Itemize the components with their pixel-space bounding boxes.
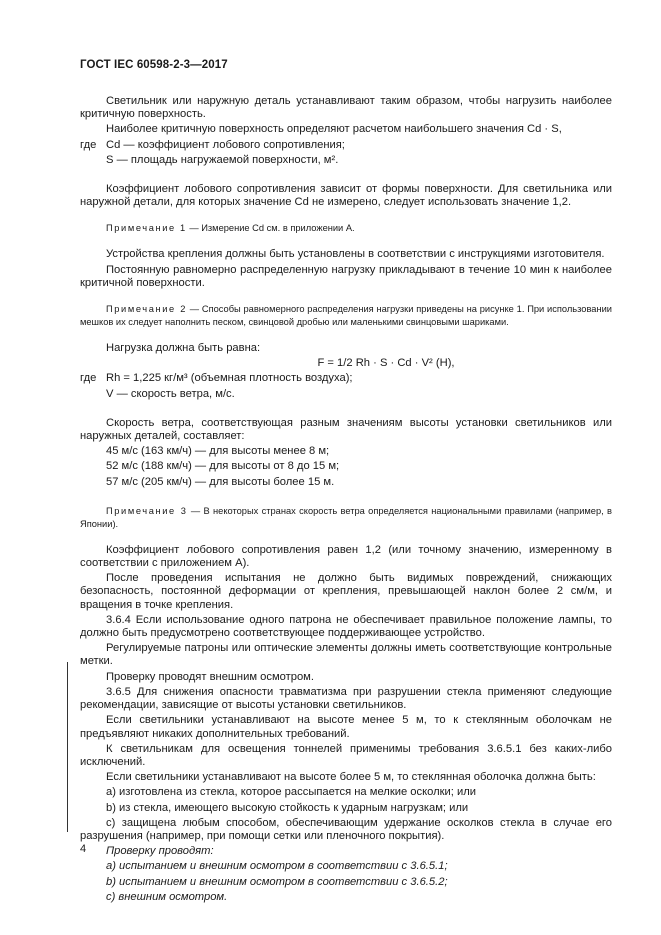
- paragraph: Коэффициент лобового сопротивления равен 1,2 (или точному значению, измеренному в соответствии с приложением А).: [80, 543, 612, 570]
- where-word: где: [80, 138, 97, 151]
- paragraph: Если светильники устанавливают на высоте менее 5 м, то к стеклянным оболочкам не предъявляют никаких дополнительных требований.: [80, 714, 612, 740]
- paragraph: Проверку проводят внешним осмотром.: [106, 670, 314, 683]
- document-body: [80, 95, 612, 904]
- note: [80, 222, 612, 235]
- paragraph: Устройства крепления должны быть установлены в соответствии с инструкциями изготовителя.: [106, 248, 605, 261]
- paragraph: Коэффициент лобового сопротивления зависит от формы поверхности. Для светильника или наружной детали, для которых значение Cd не измерено, следует использовать значение 1,2.: [80, 183, 612, 209]
- formula: F = 1/2 Rh · S · Cd · V² (H),: [317, 357, 455, 370]
- list-item: 57 м/с (205 км/ч) — для высоты более 15 м.: [106, 475, 335, 488]
- list-item: a) изготовлена из стекла, которое рассыпается на мелкие осколки; или: [106, 786, 477, 799]
- paragraph: Светильник или наружную деталь устанавливают таким образом, чтобы нагрузить наиболее критичную поверхность.: [80, 95, 612, 121]
- list-item: b) из стекла, имеющего высокую стойкость к ударным нагрузкам; или: [106, 801, 469, 814]
- document-header: ГОСТ IEC 60598-2-3—2017: [80, 59, 228, 71]
- where-item: V — скорость ветра, м/с.: [106, 387, 235, 400]
- where-word: где: [80, 372, 97, 385]
- list-item: c) защищена любым способом, обеспечивающим удержание осколков стекла в случае его разрушения (например, при помощи сетки или пленочного покрытия).: [80, 816, 612, 842]
- note: [80, 303, 612, 329]
- paragraph: Если светильники устанавливают на высоте более 5 м, то стеклянная оболочка должна быть:: [106, 771, 596, 784]
- note-label: Примечание 2: [106, 304, 187, 315]
- paragraph: К светильникам для освещения тоннелей применимы требования 3.6.5.1 без каких-либо исключений.: [80, 742, 612, 768]
- note-text: — Способы равномерного распределения нагрузки приведены на рисунке 1. При использовании мешков их следует наполнить песком, свинцовой дробью или маленькими свинцовыми шариками.: [80, 304, 612, 328]
- list-item: 45 м/с (163 км/ч) — для высоты менее 8 м;: [106, 445, 330, 458]
- note-text: — В некоторых странах скорость ветра определяется национальными правилами (например, в Японии).: [80, 505, 612, 529]
- paragraph: 3.6.4 Если использование одного патрона не обеспечивает правильное положение лампы, то должно быть предусмотрено соответствующее поддерживающее устройство.: [80, 613, 612, 640]
- note: [80, 505, 612, 531]
- where-item: Rh = 1,225 кг/м³ (объемная плотность воздуха);: [106, 372, 353, 385]
- list-item: b) испытанием и внешним осмотром в соответствии с 3.6.5.2;: [106, 875, 448, 888]
- note-label: Примечание 3: [106, 505, 188, 516]
- where-item: S — площадь нагружаемой поверхности, м².: [106, 153, 339, 166]
- paragraph: Нагрузка должна быть равна:: [106, 342, 261, 355]
- paragraph: После проведения испытания не должно быть видимых повреждений, снижающих безопасность, постоянной деформации от крепления, превышающей наклон более 2 см/м, и вращения в точке крепления.: [80, 572, 612, 611]
- note-text: — Измерение Cd см. в приложении А.: [186, 223, 355, 234]
- paragraph: Проверку проводят:: [106, 845, 214, 858]
- paragraph: Постоянную равномерно распределенную нагрузку прикладывают в течение 10 мин к наиболее критичной поверхности.: [80, 263, 612, 289]
- paragraph: Скорость ветра, соответствующая разным значениям высоты установки светильников или наружных деталей, составляет:: [80, 416, 612, 443]
- paragraph: Регулируемые патроны или оптические элементы должны иметь соответствующие контрольные метки.: [80, 642, 612, 668]
- where-clause: [80, 372, 612, 385]
- where-clause: [80, 139, 612, 152]
- page-number: 4: [80, 843, 87, 855]
- list-item: c) внешним осмотром.: [106, 890, 228, 903]
- list-item: a) испытанием и внешним осмотром в соответствии с 3.6.5.1;: [106, 860, 448, 873]
- note-label: Примечание 1: [106, 223, 187, 234]
- change-marker-bar: [67, 662, 68, 832]
- where-item: Cd — коэффициент лобового сопротивления;: [106, 138, 345, 151]
- paragraph: Наиболее критичную поверхность определяют расчетом наибольшего значения Cd · S,: [106, 123, 562, 136]
- list-item: 52 м/с (188 км/ч) — для высоты от 8 до 15 м;: [106, 460, 340, 473]
- paragraph: 3.6.5 Для снижения опасности травматизма при разрушении стекла применяют следующие рекомендации, зависящие от высоты установки светильников.: [80, 685, 612, 712]
